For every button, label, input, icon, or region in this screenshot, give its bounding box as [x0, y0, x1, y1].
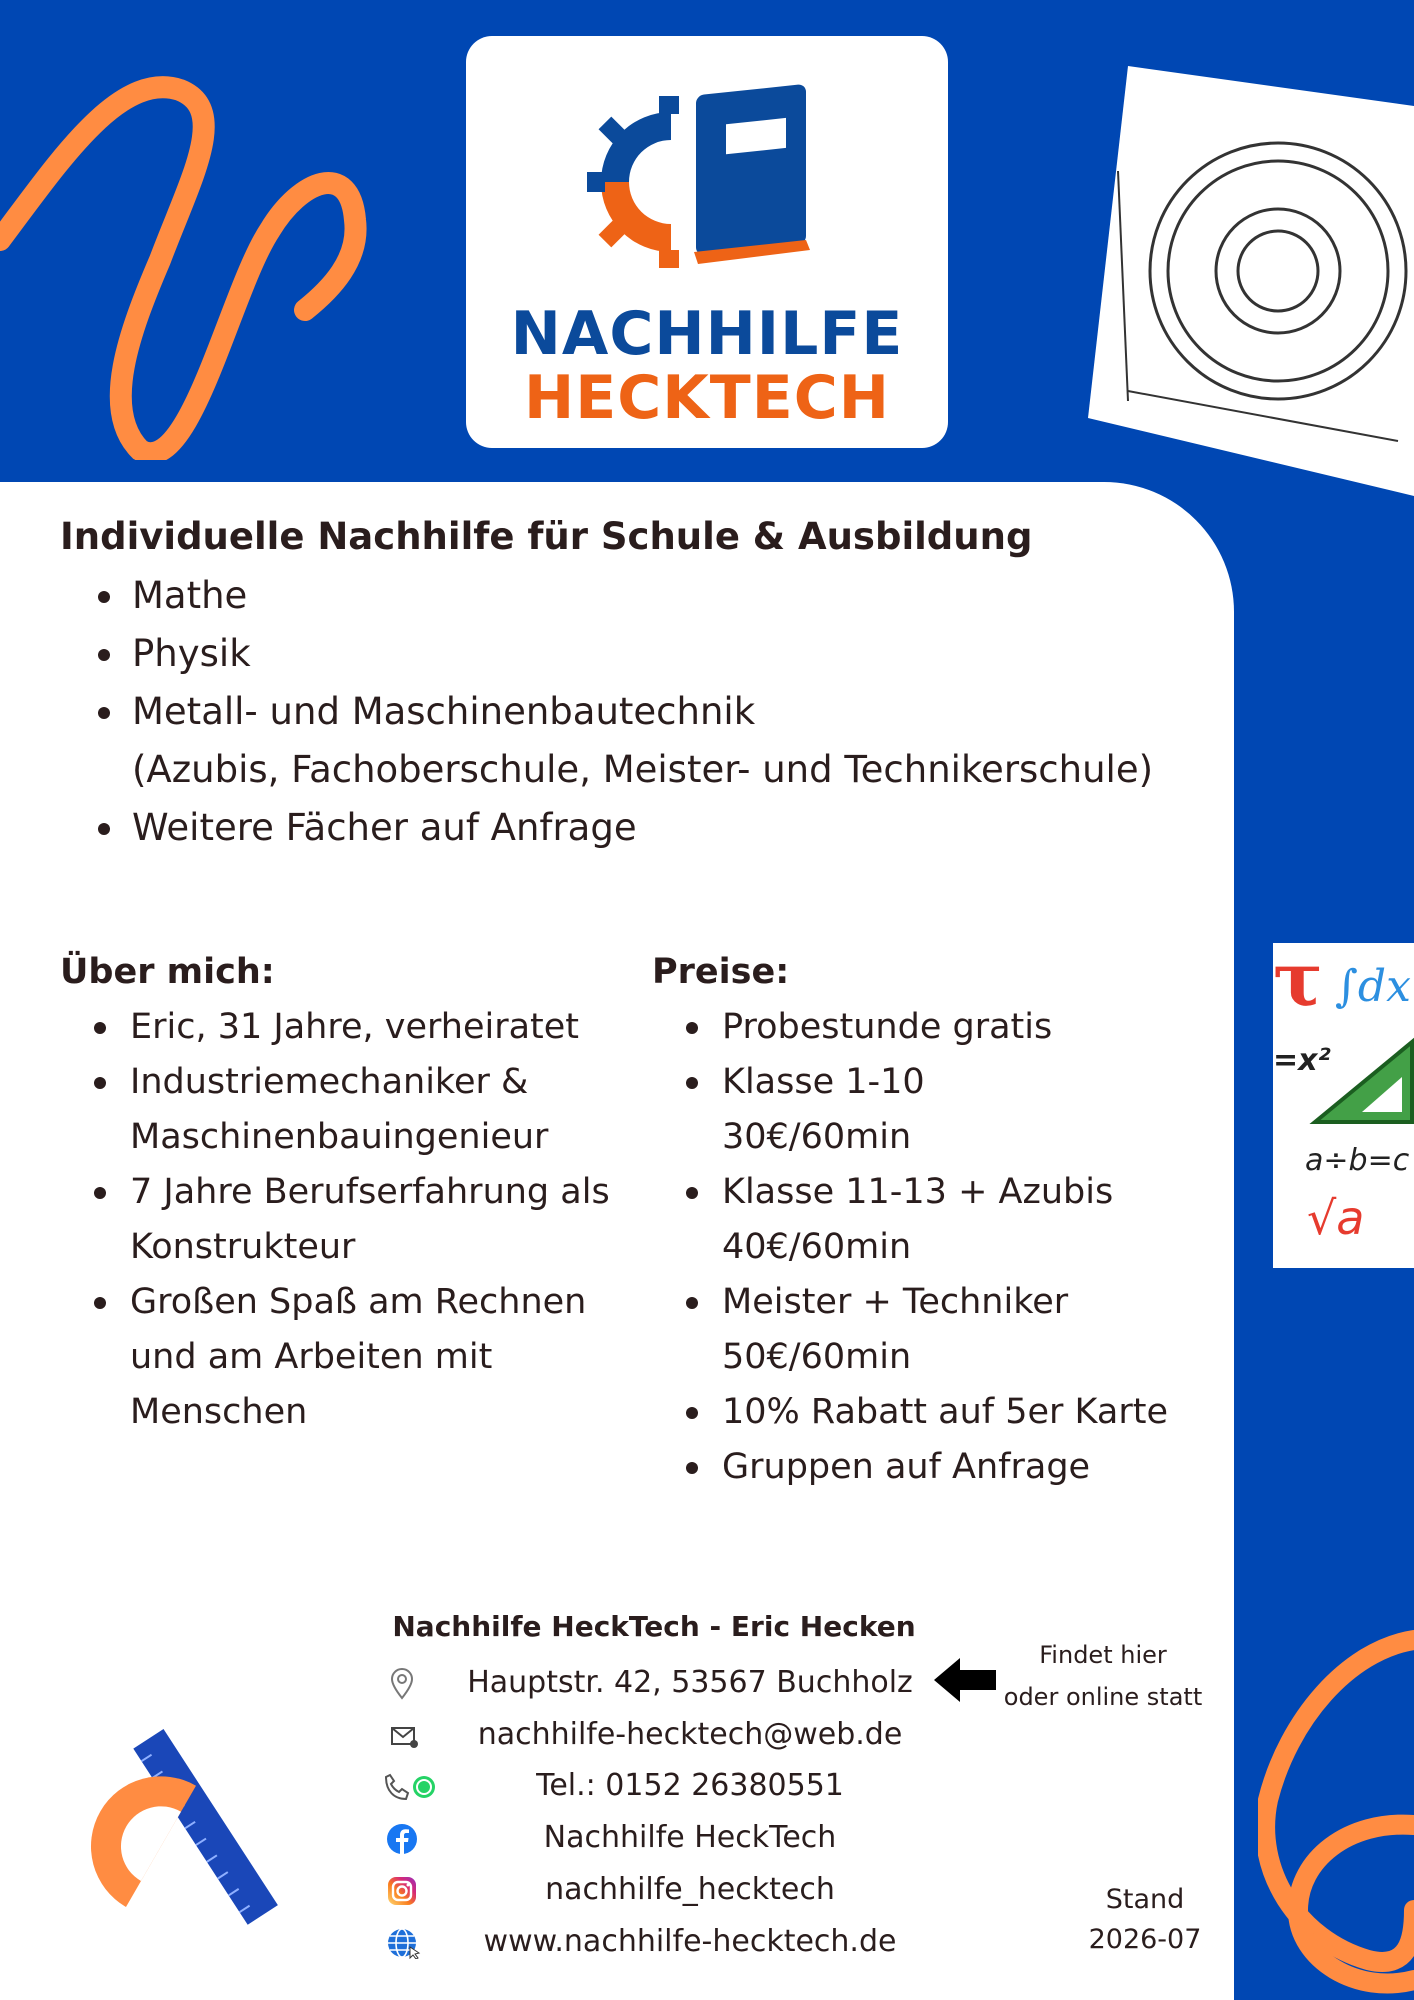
list-item: [652, 1385, 1212, 1440]
price-label: Probestunde gratis: [722, 1007, 1053, 1047]
list-item: [652, 1275, 1212, 1385]
math-integral: ∫dx: [1335, 961, 1411, 1012]
prices-list: [652, 1000, 1212, 1495]
price-value: 50€/60min: [722, 1337, 912, 1377]
list-item: [652, 1165, 1212, 1275]
prices-title: Preise:: [652, 952, 790, 992]
logo-wordmark-line1: NACHHILFE: [510, 299, 904, 369]
math-division: a÷b=c: [1305, 1143, 1410, 1178]
list-item: [60, 683, 1160, 799]
note-line1: Findet hier: [1039, 1641, 1167, 1669]
math-formula-card: [1273, 943, 1414, 1268]
contact-phone: [380, 1763, 940, 1809]
price-label: 10% Rabatt auf 5er Karte: [722, 1392, 1168, 1432]
price-label: Gruppen auf Anfrage: [722, 1447, 1091, 1487]
math-equation: =x²: [1273, 1043, 1331, 1078]
subject-label: Weitere Fächer auf Anfrage: [132, 806, 637, 849]
gear-drawing-decoration: [1088, 66, 1414, 496]
ruler-protractor-decoration: [70, 1720, 290, 1930]
about-title: Über mich:: [60, 952, 275, 992]
location-note: [998, 1634, 1208, 1718]
subject-sub: (Azubis, Fachoberschule, Meister- und Technikerschule): [132, 748, 1154, 791]
about-list: [60, 1000, 620, 1440]
list-item: [60, 799, 1160, 857]
phone-link[interactable]: Tel.: 0152 26380551: [536, 1768, 844, 1803]
price-value: 40€/60min: [722, 1227, 912, 1267]
math-tau: τ: [1273, 943, 1323, 1023]
phone-whatsapp-icon: [380, 1771, 440, 1803]
logo-wordmark-line2: HECKTECH: [524, 363, 890, 433]
facebook-icon: [380, 1823, 440, 1855]
list-item: 7 Jahre Berufserfahrung als Konstrukteur: [60, 1165, 620, 1275]
contact-facebook: [380, 1815, 940, 1861]
list-item: [652, 1000, 1212, 1055]
facebook-link[interactable]: Nachhilfe HeckTech: [543, 1820, 837, 1855]
list-item: [652, 1440, 1212, 1495]
subject-label: Mathe: [132, 574, 248, 617]
subject-label: Physik: [132, 632, 251, 675]
subjects-list: [60, 567, 1160, 857]
contact-instagram: [380, 1867, 940, 1913]
intro-title: Individuelle Nachhilfe für Schule & Ausbildung: [60, 515, 1033, 558]
instagram-icon: [380, 1875, 440, 1907]
contact-email: [380, 1712, 940, 1758]
logo-card: [466, 36, 948, 448]
list-item: [652, 1055, 1212, 1165]
subject-label: Metall- und Maschinenbautechnik: [132, 690, 756, 733]
orange-loop-decoration: [1258, 1610, 1414, 2000]
list-item: Industriemechaniker & Maschinenbauingenieur: [60, 1055, 620, 1165]
website-link[interactable]: www.nachhilfe-hecktech.de: [483, 1924, 897, 1959]
contact-address: [380, 1660, 940, 1706]
contact-title: Nachhilfe HeckTech - Eric Hecken: [392, 1610, 916, 1643]
location-pin-icon: [380, 1668, 440, 1700]
gear-book-logo-icon: [576, 74, 836, 284]
list-item: [60, 567, 1160, 625]
list-item: [60, 625, 1160, 683]
math-sqrt: √a: [1307, 1191, 1365, 1245]
instagram-link[interactable]: nachhilfe_hecktech: [545, 1872, 835, 1907]
price-value: 30€/60min: [722, 1117, 912, 1157]
triangle-icon: [1307, 1037, 1414, 1127]
arrow-left-icon: [934, 1656, 996, 1704]
list-item: Großen Spaß am Rechnen und am Arbeiten mit Menschen: [60, 1275, 620, 1440]
price-label: Meister + Techniker: [722, 1282, 1069, 1322]
globe-icon: [380, 1927, 440, 1959]
version-stand: [1085, 1880, 1205, 1960]
price-label: Klasse 11-13 + Azubis: [722, 1172, 1114, 1212]
list-item: Eric, 31 Jahre, verheiratet: [60, 1000, 620, 1055]
stand-label: Stand: [1105, 1884, 1185, 1915]
mail-icon: [380, 1720, 440, 1752]
email-link[interactable]: nachhilfe-hecktech@web.de: [477, 1717, 903, 1752]
price-label: Klasse 1-10: [722, 1062, 925, 1102]
note-line2: oder online statt: [1003, 1683, 1203, 1711]
contact-website: [380, 1919, 940, 1965]
address-text: Hauptstr. 42, 53567 Buchholz: [467, 1665, 913, 1700]
stand-date: 2026-07: [1088, 1924, 1202, 1955]
orange-squiggle-decoration: [0, 30, 380, 460]
